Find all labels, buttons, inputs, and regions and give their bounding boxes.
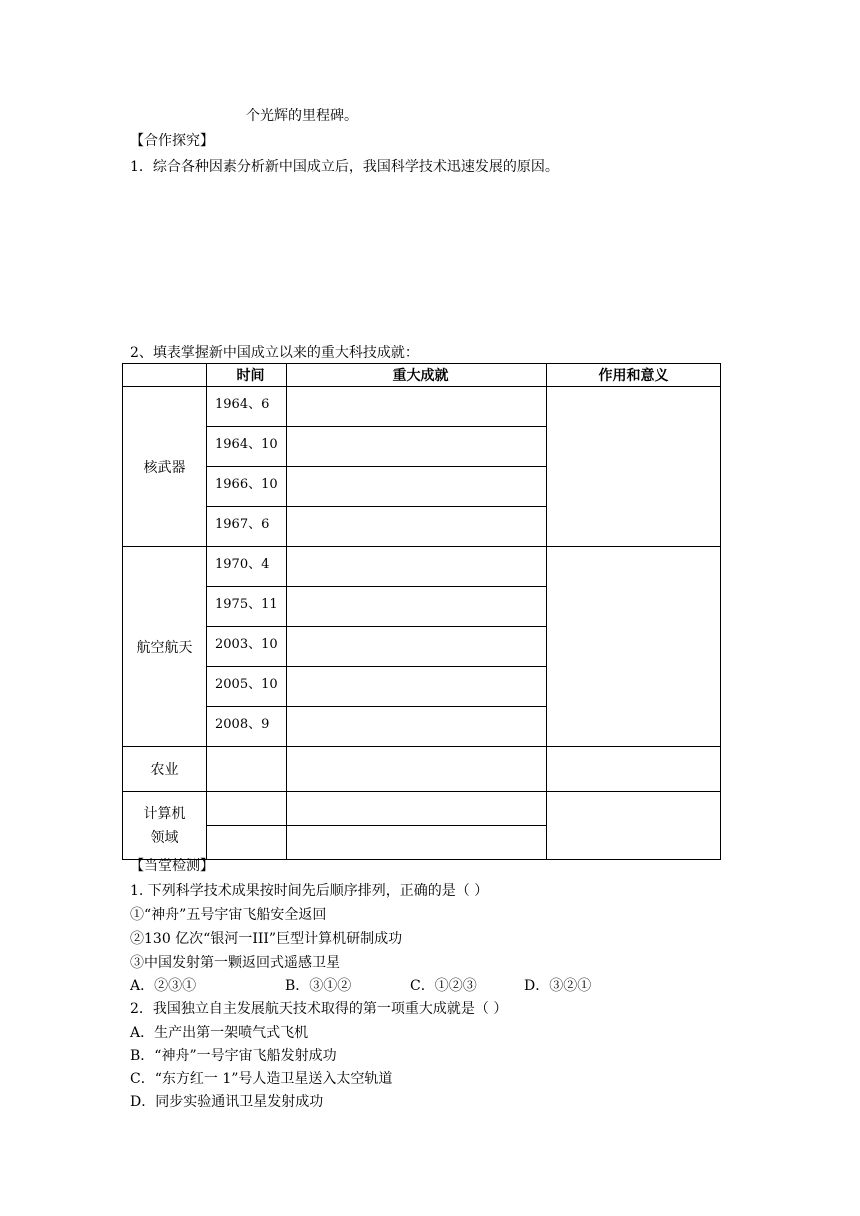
achievement-cell[interactable]: [287, 387, 547, 427]
achievement-cell[interactable]: [287, 826, 547, 860]
table-row: [123, 747, 721, 792]
option-d[interactable]: D．同步实验通讯卫星发射成功: [130, 1094, 324, 1110]
category-computer-line2: 领域: [150, 829, 179, 846]
time-cell: 1975、11: [207, 587, 287, 627]
achievement-cell[interactable]: [287, 707, 547, 747]
achievement-cell[interactable]: [287, 627, 547, 667]
achievement-cell[interactable]: [287, 667, 547, 707]
significance-cell[interactable]: [547, 792, 721, 860]
category-agriculture: 农业: [123, 747, 207, 792]
category-aerospace: 航空航天: [123, 547, 207, 747]
quiz-question-2: 2．我国独立自主发展航天技术取得的第一项重大成就是（ ）: [130, 1001, 508, 1017]
table-row: [123, 547, 721, 587]
section-title-cooperation: 【合作探究】: [130, 133, 214, 149]
option-b[interactable]: B．③①②: [285, 978, 352, 994]
quiz-item: ③中国发射第一颗返回式遥感卫星: [130, 955, 340, 971]
time-cell[interactable]: [207, 747, 287, 792]
quiz-item: ①“神舟”五号宇宙飞船安全返回: [130, 907, 327, 923]
table-row: [123, 792, 721, 826]
achievement-cell[interactable]: [287, 547, 547, 587]
category-nuclear: 核武器: [123, 387, 207, 547]
time-cell: 2008、9: [207, 707, 287, 747]
time-cell: 1966、10: [207, 467, 287, 507]
time-cell: 2005、10: [207, 667, 287, 707]
option-a[interactable]: A．②③①: [130, 978, 197, 994]
time-cell: 1964、6: [207, 387, 287, 427]
table-header-row: [123, 364, 721, 387]
table-row: [123, 387, 721, 427]
achievement-cell[interactable]: [287, 792, 547, 826]
question-1: 1．综合各种因素分析新中国成立后，我国科学技术迅速发展的原因。: [130, 159, 559, 175]
option-b[interactable]: B．“神舟”一号宇宙飞船发射成功: [130, 1048, 337, 1064]
option-c[interactable]: C．①②③: [410, 978, 477, 994]
continuation-line: 个光辉的里程碑。: [246, 108, 358, 124]
category-computer: [123, 792, 207, 860]
time-cell[interactable]: [207, 826, 287, 860]
significance-cell[interactable]: [547, 387, 721, 547]
header-blank: [123, 364, 207, 387]
quiz-item: ②130 亿次“银河一III”巨型计算机研制成功: [130, 931, 403, 947]
option-c[interactable]: C．“东方红一 1”号人造卫星送入太空轨道: [130, 1071, 393, 1087]
achievement-cell[interactable]: [287, 467, 547, 507]
achievement-table: [122, 363, 721, 860]
time-cell: 1964、10: [207, 427, 287, 467]
time-cell: 2003、10: [207, 627, 287, 667]
significance-cell[interactable]: [547, 747, 721, 792]
significance-cell[interactable]: [547, 547, 721, 747]
achievement-cell[interactable]: [287, 427, 547, 467]
option-a[interactable]: A．生产出第一架喷气式飞机: [130, 1025, 309, 1041]
time-cell: 1970、4: [207, 547, 287, 587]
achievement-cell[interactable]: [287, 507, 547, 547]
section-title-test: 【当堂检测】: [130, 858, 214, 874]
header-achievement: 重大成就: [287, 364, 547, 387]
question-2: 2、填表掌握新中国成立以来的重大科技成就：: [130, 345, 419, 361]
quiz-question-1: 1. 下列科学技术成果按时间先后顺序排列，正确的是（ ）: [130, 883, 489, 899]
category-computer-line1: 计算机: [143, 805, 186, 822]
time-cell[interactable]: [207, 792, 287, 826]
header-significance: 作用和意义: [547, 364, 721, 387]
achievement-cell[interactable]: [287, 587, 547, 627]
header-time: 时间: [207, 364, 287, 387]
achievement-cell[interactable]: [287, 747, 547, 792]
time-cell: 1967、6: [207, 507, 287, 547]
option-d[interactable]: D．③②①: [524, 978, 592, 994]
